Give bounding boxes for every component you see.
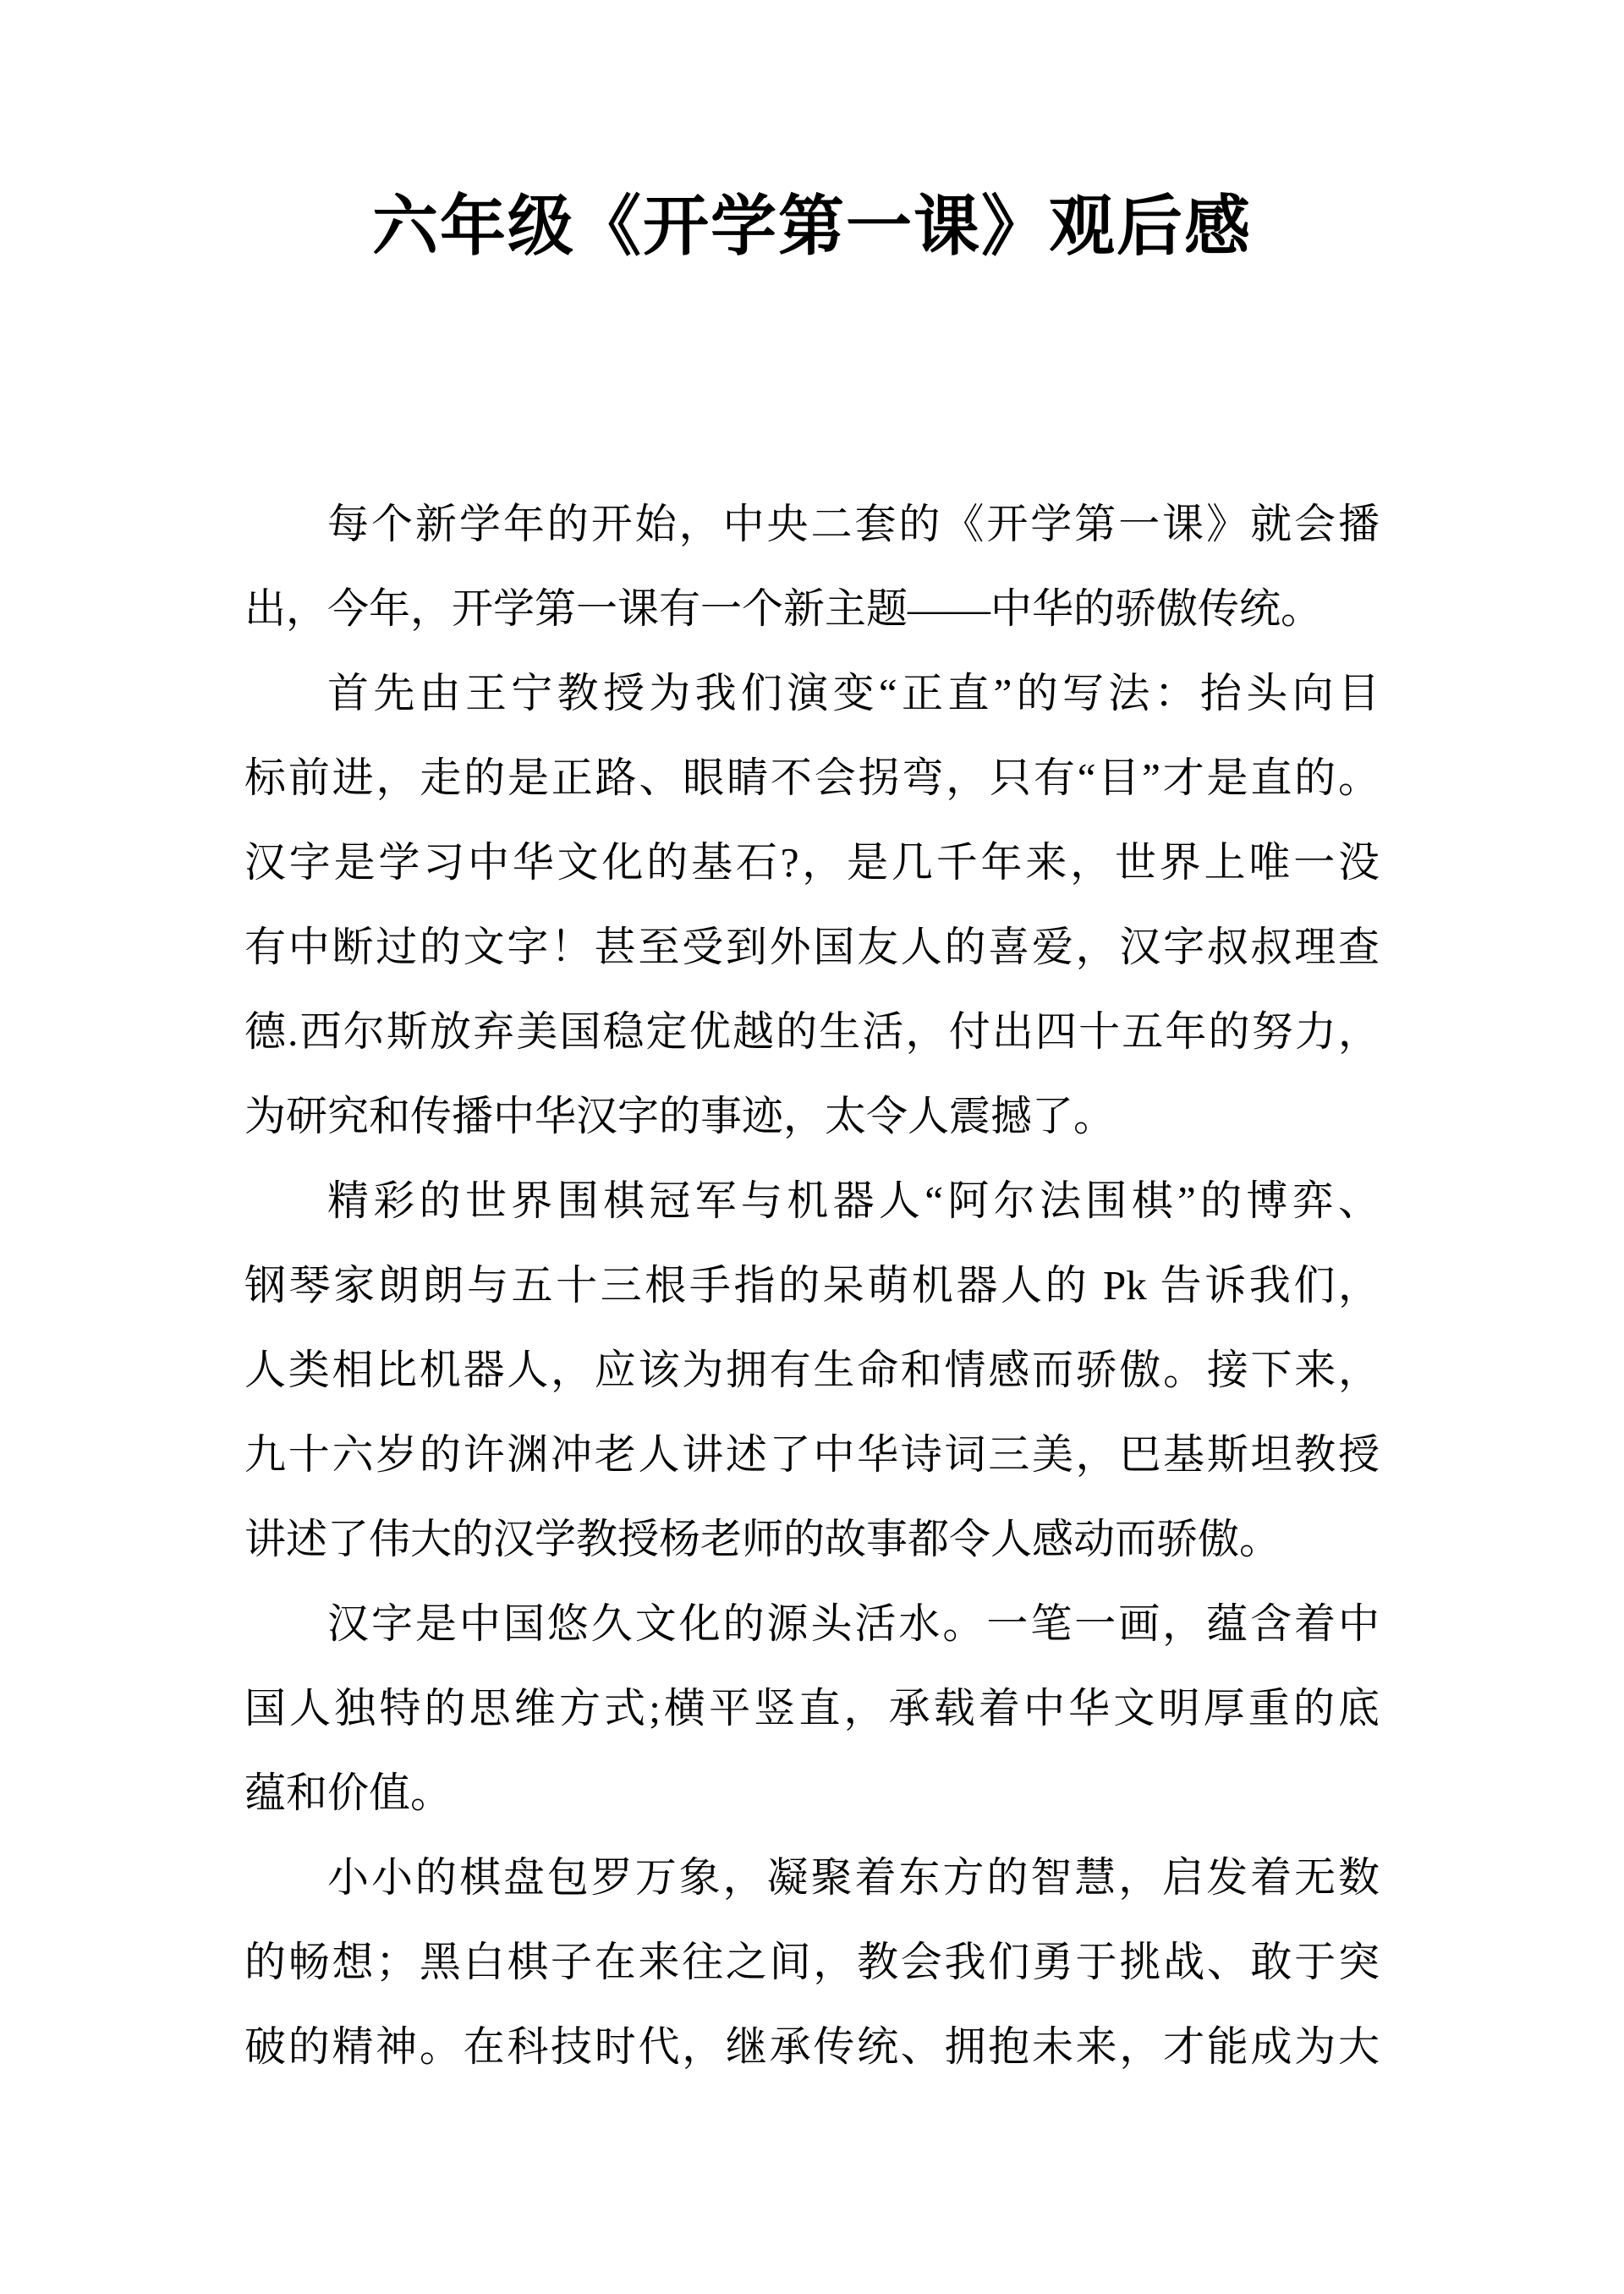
text-line: 为研究和传播中华汉字的事迹，太令人震撼了。 — [244, 1093, 1116, 1139]
paragraph-3 — [244, 1159, 1380, 1582]
text-line: 钢琴家朗朗与五十三根手指的呆萌机器人的 Pk 告诉我们， — [244, 1262, 1380, 1309]
text-line: 破的精神。在科技时代，继承传统、拥抱未来，才能成为大 — [244, 2023, 1380, 2070]
paragraph-1 — [244, 482, 1380, 651]
paragraph-4 — [244, 1582, 1380, 1836]
text-line: 国人独特的思维方式;横平竖直，承载着中华文明厚重的底 — [244, 1685, 1380, 1731]
paragraph-2 — [244, 651, 1380, 1159]
text-line: 首先由王宁教授为我们演变“正直”的写法：抬头向目 — [327, 670, 1380, 716]
text-line: 汉字是中国悠久文化的源头活水。一笔一画，蕴含着中 — [327, 1600, 1380, 1647]
document-title: 六年级《开学第一课》观后感 — [371, 189, 1252, 263]
text-line: 的畅想；黑白棋子在来往之间，教会我们勇于挑战、敢于突 — [244, 1939, 1380, 1985]
paragraph-5 — [244, 1836, 1380, 2089]
text-line: 小小的棋盘包罗万象，凝聚着东方的智慧，启发着无数 — [327, 1854, 1380, 1901]
text-line: 蕴和价值。 — [244, 1770, 453, 1816]
text-line: 标前进，走的是正路、眼睛不会拐弯，只有“目”才是直的。 — [244, 755, 1380, 801]
text-line: 九十六岁的许渊冲老人讲述了中华诗词三美，巴基斯坦教授 — [244, 1431, 1380, 1478]
text-line: 有中断过的文字！甚至受到外国友人的喜爱，汉字叔叔理查 — [244, 924, 1380, 970]
text-line: 人类相比机器人，应该为拥有生命和情感而骄傲。接下来， — [244, 1347, 1380, 1393]
document-body — [244, 482, 1380, 2089]
text-line: 精彩的世界围棋冠军与机器人“阿尔法围棋”的博弈、 — [327, 1177, 1380, 1224]
text-line: 汉字是学习中华文化的基石?，是几千年来，世界上唯一没 — [244, 839, 1380, 886]
text-line: 讲述了伟大的汉学教授杨老师的故事都令人感动而骄傲。 — [244, 1516, 1281, 1562]
text-line: 德.西尔斯放弃美国稳定优越的生活，付出四十五年的努力， — [244, 1008, 1380, 1055]
text-line: 出，今年，开学第一课有一个新主题——中华的骄傲传统。 — [244, 585, 1323, 632]
text-line: 每个新学年的开始，中央二套的《开学第一课》就会播 — [327, 501, 1380, 547]
